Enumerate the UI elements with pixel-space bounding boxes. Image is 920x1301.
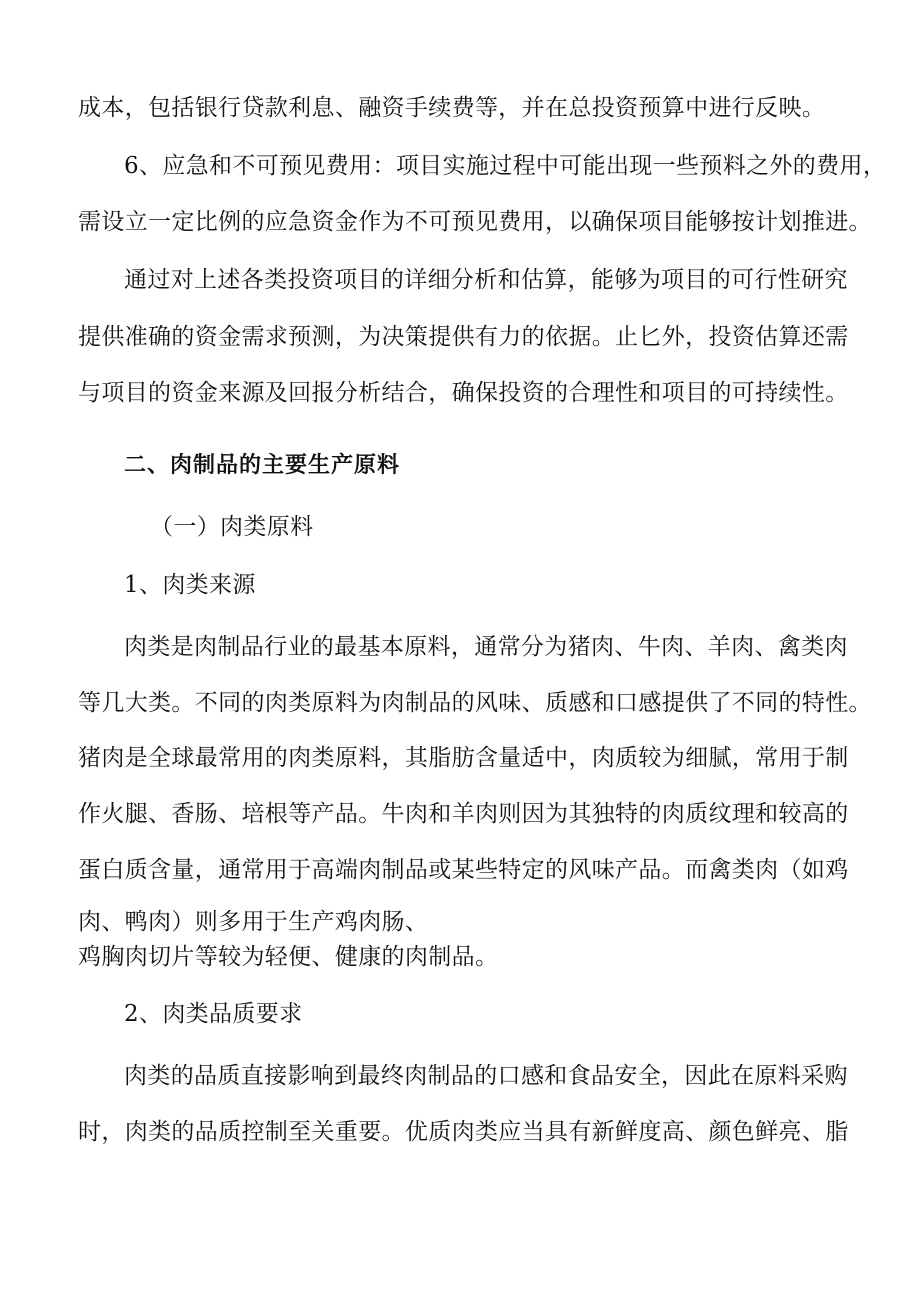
paragraph-line: 6、应急和不可预见费用：项目实施过程中可能出现一些预料之外的费用，	[124, 153, 887, 179]
paragraph-line: 蛋白质含量，通常用于高端肉制品或某些特定的风味产品。而禽类肉（如鸡	[78, 857, 849, 883]
paragraph-line: 肉类的品质直接影响到最终肉制品的口感和食品安全，因此在原料采购	[124, 1063, 848, 1089]
paragraph-line: 需设立一定比例的应急资金作为不可预见费用，以确保项目能够按计划推进。	[78, 209, 872, 235]
paragraph-line: 通过对上述各类投资项目的详细分析和估算，能够为项目的可行性研究	[124, 267, 848, 293]
paragraph-line: 提供准确的资金需求预测，为决策提供有力的依据。止匕外，投资估算还需	[78, 324, 849, 350]
paragraph-line: 等几大类。不同的肉类原料为肉制品的风味、质感和口感提供了不同的特性。	[78, 690, 872, 716]
paragraph-line: 鸡胸肉切片等较为轻便、健康的肉制品。	[78, 944, 499, 970]
item-heading: 2、肉类品质要求	[124, 1001, 303, 1027]
paragraph-line: 时，肉类的品质控制至关重要。优质肉类应当具有新鲜度高、颜色鲜亮、脂	[78, 1119, 849, 1145]
paragraph-line: 成本，包括银行贷款利息、融资手续费等，并在总投资预算中进行反映。	[78, 95, 826, 121]
paragraph-line: 与项目的资金来源及回报分析结合，确保投资的合理性和项目的可持续性。	[78, 380, 849, 406]
subsection-heading: （一）肉类原料	[150, 514, 314, 540]
paragraph-line: 肉类是肉制品行业的最基本原料，通常分为猪肉、牛肉、羊肉、禽类肉	[124, 634, 848, 660]
paragraph-line: 作火腿、香肠、培根等产品。牛肉和羊肉则因为其独特的肉质纹理和较高的	[78, 801, 849, 827]
section-heading: 二、肉制品的主要生产原料	[124, 453, 401, 478]
paragraph-line: 肉、鸭肉）则多用于生产鸡肉肠、	[78, 909, 429, 935]
item-heading: 1、肉类来源	[124, 572, 256, 598]
paragraph-line: 猪肉是全球最常用的肉类原料，其脂肪含量适中，肉质较为细腻，常用于制	[78, 745, 849, 771]
